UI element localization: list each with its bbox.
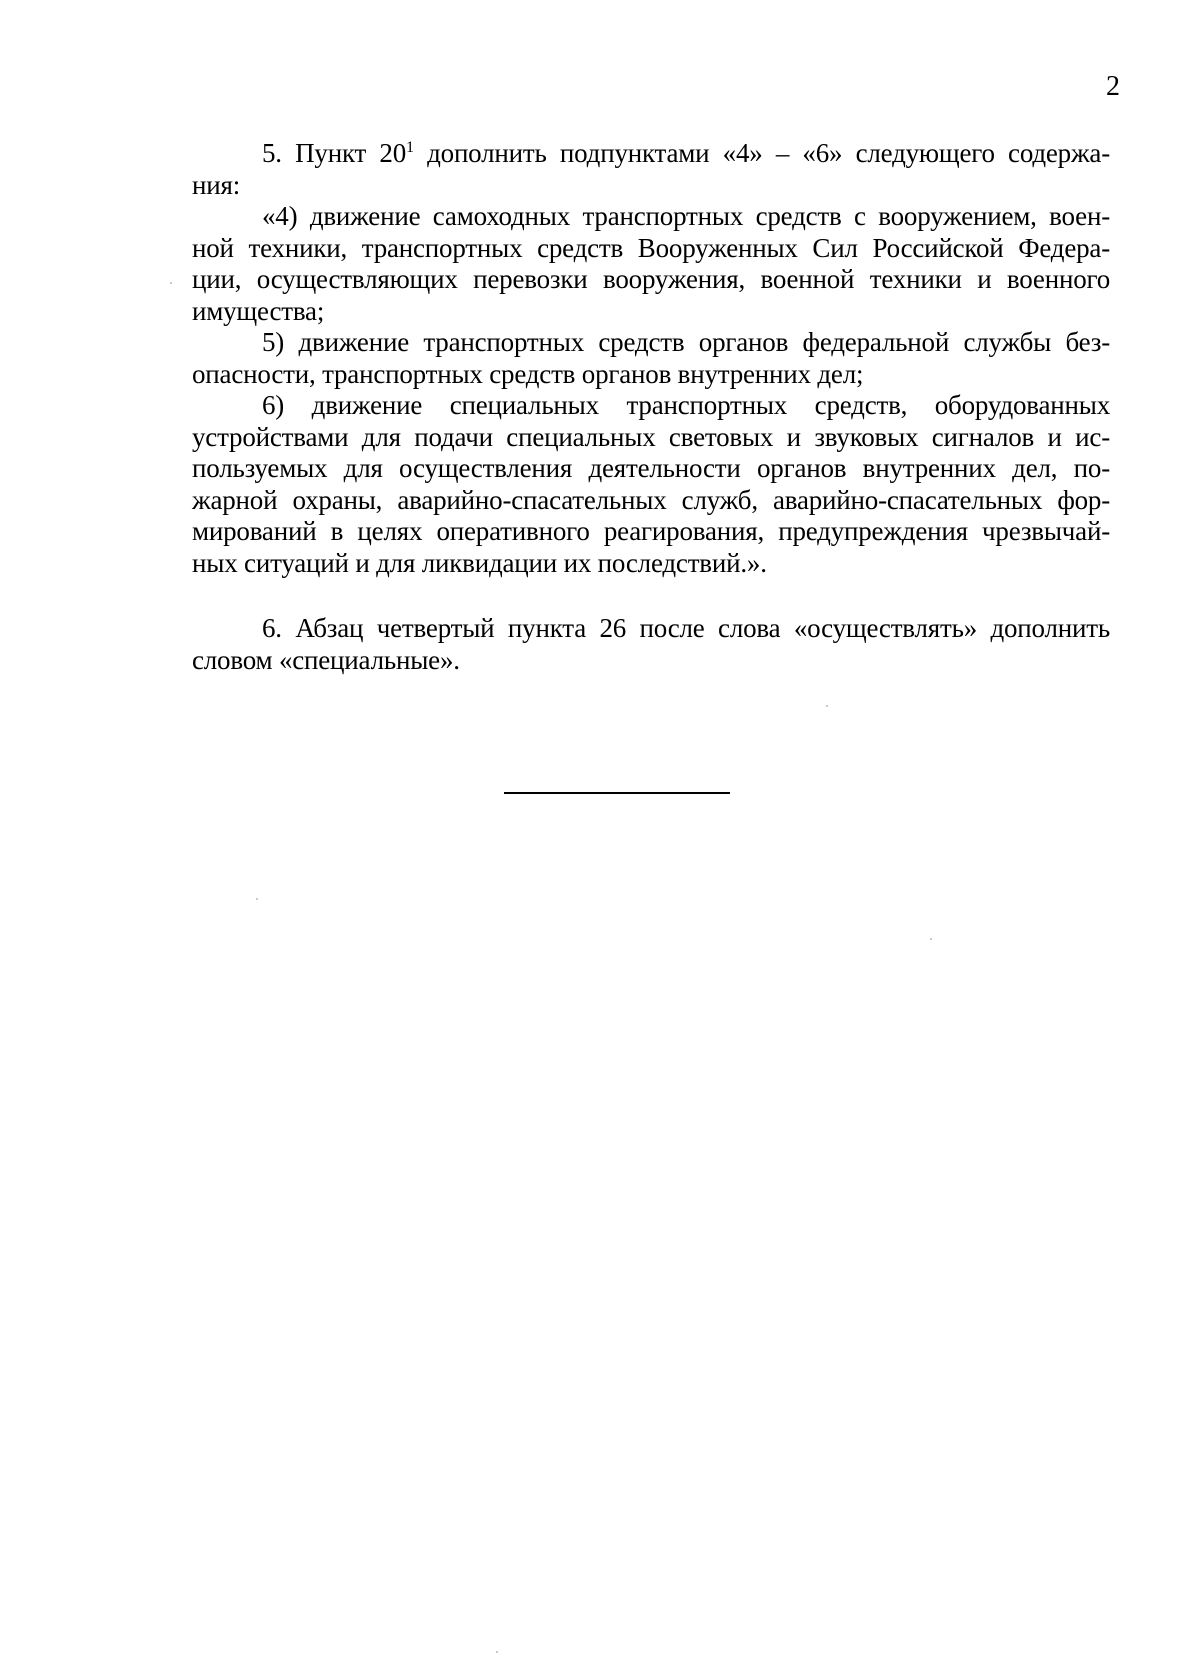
superscript-1: 1 <box>406 139 414 156</box>
paragraph-gap <box>192 579 1110 613</box>
scan-speck <box>496 1651 498 1653</box>
subitem-4-line: ции, осуществляющих перевозки вооружения, военной техники и военного <box>192 264 1110 294</box>
subitem-4-line: «4) движение самоходных транспортных средств с вооружением, воен- <box>262 201 1110 231</box>
subitem-5-line: опасности, транспортных средств органов внутренних дел; <box>192 358 864 389</box>
item-6 <box>192 613 1110 645</box>
scan-speck <box>826 705 828 707</box>
page-number: 2 <box>1106 71 1120 102</box>
subitem-6-line: мирований в целях оперативного реагирования, предупреждения чрезвычай- <box>192 516 1110 546</box>
item-5-intro <box>192 138 1110 170</box>
item-6-continuation <box>192 645 1110 677</box>
subitem-4-line: ной техники, транспортных средств Вооруженных Сил Российской Федера- <box>192 232 1110 263</box>
subitem-5-line: 5) движение транспортных средств органов федеральной службы без- <box>262 327 1110 357</box>
subitem-4-continuation <box>192 233 1110 328</box>
subitem-5 <box>192 327 1110 359</box>
end-separator-line <box>504 792 730 794</box>
item-5-intro-continuation <box>192 170 1110 202</box>
scan-speck <box>930 938 932 940</box>
subitem-6-continuation <box>192 422 1110 580</box>
item-6-line: словом «специальные». <box>192 644 460 675</box>
subitem-6-line: жарной охраны, аварийно-спасательных служб, аварийно-спасательных фор- <box>192 484 1110 515</box>
scan-speck <box>170 282 172 284</box>
scan-speck <box>256 898 258 900</box>
subitem-6 <box>192 390 1110 422</box>
subitem-4-line: имущества; <box>192 295 325 326</box>
document-body <box>192 138 1110 676</box>
subitem-6-line: устройствами для подачи специальных световых и звуковых сигналов и ис- <box>192 421 1110 452</box>
subitem-4 <box>192 201 1110 233</box>
item-5-intro-line-1: 5. Пункт $20^1$ дополнить подпунктами «4» – «6» следующего содержа- <box>262 138 1110 168</box>
subitem-6-line: ных ситуаций и для ликвидации их последствий.». <box>192 547 767 578</box>
item-5-intro-line-2: ния: <box>192 169 241 200</box>
item-6-line: 6. Абзац четвертый пункта 26 после слова «осуществлять» дополнить <box>262 613 1110 643</box>
subitem-5-continuation <box>192 359 1110 391</box>
subitem-6-line: пользуемых для осуществления деятельности органов внутренних дел, по- <box>192 453 1110 483</box>
subitem-6-line: 6) движение специальных транспортных средств, оборудованных <box>262 390 1110 420</box>
